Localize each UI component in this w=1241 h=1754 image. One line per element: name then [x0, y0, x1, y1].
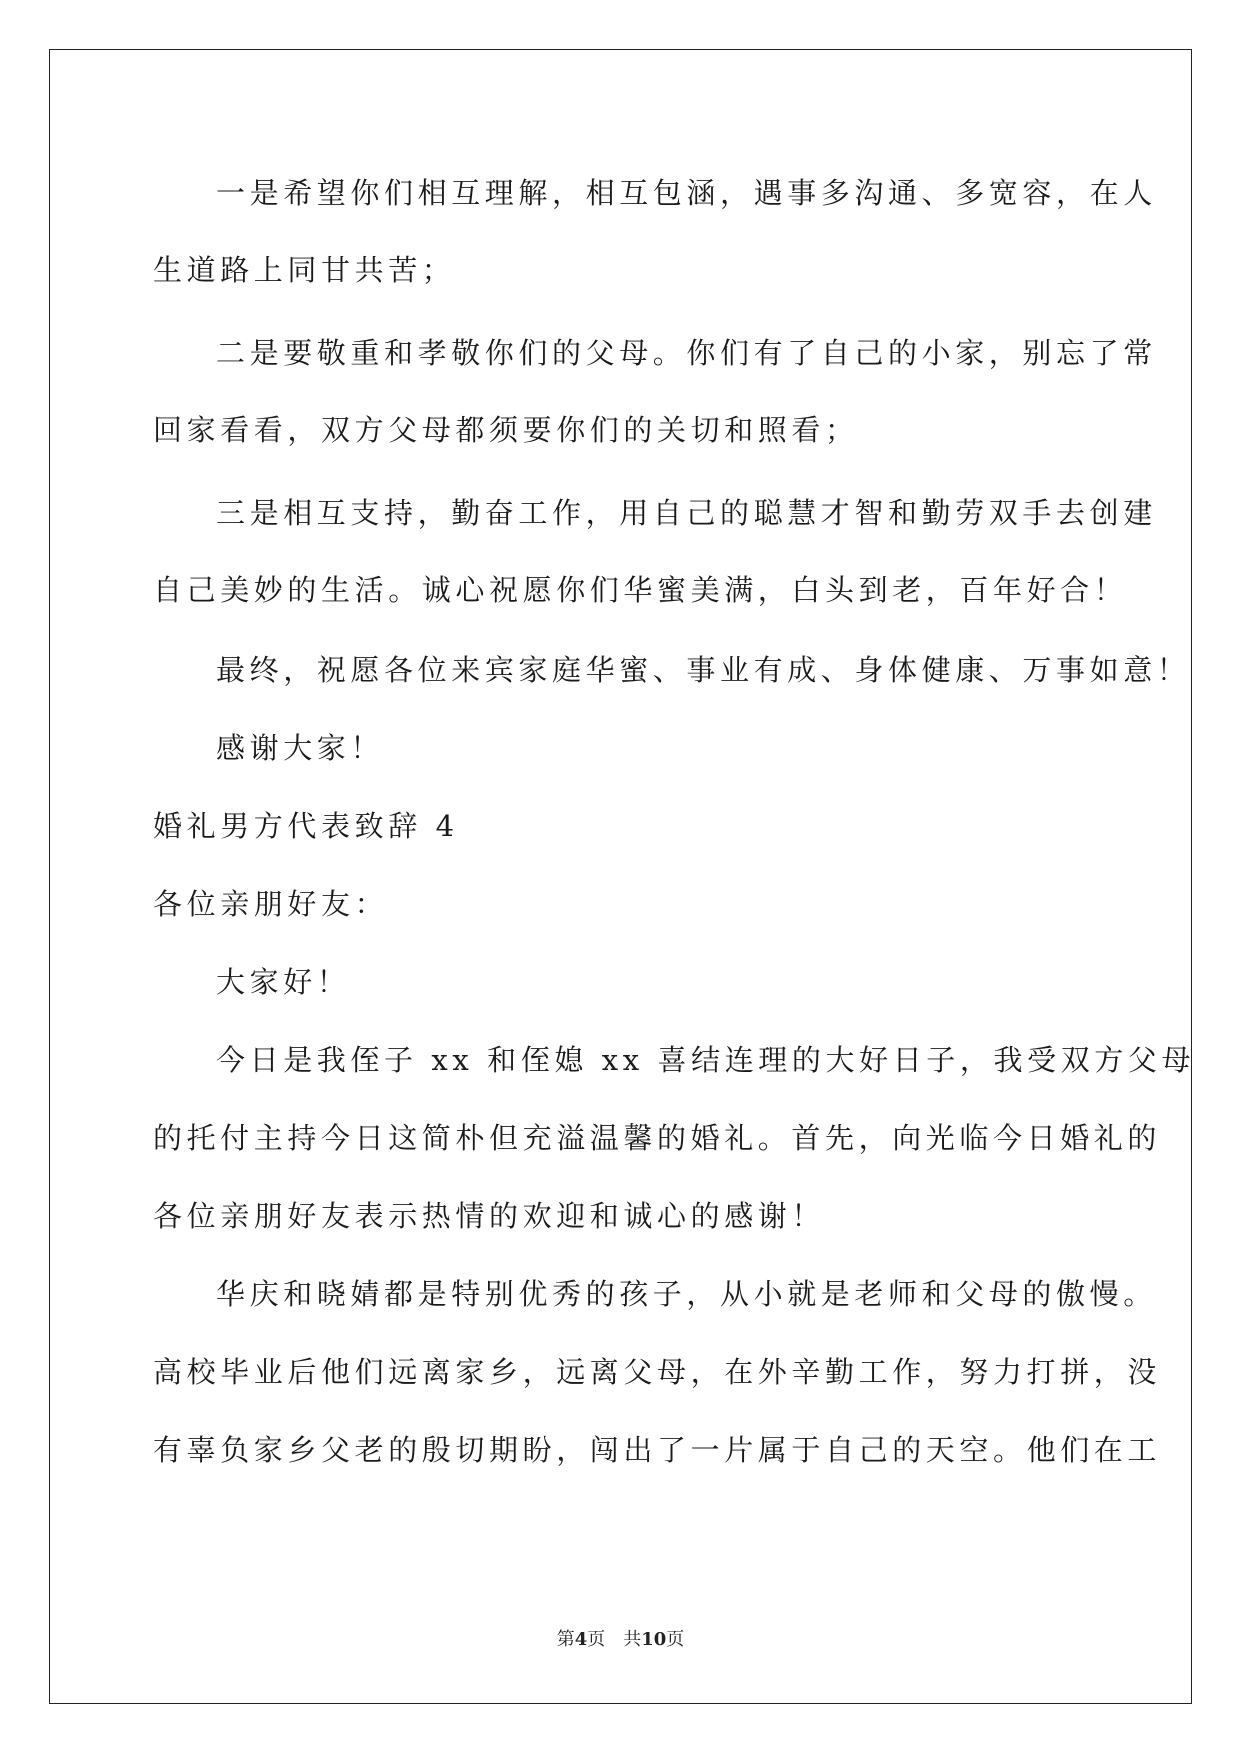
- paragraph-line: 回家看看，双方父母都须要你们的关切和照看；: [153, 413, 859, 447]
- paragraph-line: 今日是我侄子 xx 和侄媳 xx 喜结连理的大好日子，我受双方父母: [216, 1043, 1196, 1077]
- footer-total-suffix: 页: [666, 1629, 685, 1650]
- paragraph-line: 感谢大家！: [216, 731, 385, 765]
- paragraph-line: 自己美妙的生活。诚心祝愿你们华蜜美满，白头到老，百年好合！: [153, 573, 1128, 607]
- paragraph-line: 华庆和晓婧都是特别优秀的孩子，从小就是老师和父母的傲慢。: [216, 1277, 1157, 1311]
- paragraph-line: 各位亲朋好友表示热情的欢迎和诚心的感谢！: [153, 1199, 826, 1233]
- paragraph-line: 三是相互支持，勤奋工作，用自己的聪慧才智和勤劳双手去创建: [216, 496, 1157, 530]
- salutation: 各位亲朋好友：: [153, 887, 389, 921]
- paragraph-line: 的托付主持今日这简朴但充溢温馨的婚礼。首先，向光临今日婚礼的: [153, 1121, 1162, 1155]
- paragraph-line: 生道路上同甘共苦；: [153, 253, 456, 287]
- paragraph-line: 高校毕业后他们远离家乡，远离父母，在外辛勤工作，努力打拼，没: [153, 1355, 1162, 1389]
- footer-page-prefix: 第: [556, 1629, 575, 1650]
- section-heading: 婚礼男方代表致辞 4: [153, 809, 459, 843]
- paragraph-line: 一是希望你们相互理解，相互包涵，遇事多沟通、多宽容，在人: [216, 176, 1157, 210]
- footer-total-pages: 10: [641, 1629, 667, 1650]
- footer-total-prefix: 共: [623, 1629, 642, 1650]
- footer-page-number: 4: [574, 1629, 588, 1650]
- greeting: 大家好！: [216, 965, 351, 999]
- page-footer: [0, 1628, 1241, 1652]
- paragraph-line: 二是要敬重和孝敬你们的父母。你们有了自己的小家，别忘了常: [216, 336, 1157, 370]
- paragraph-line: 最终，祝愿各位来宾家庭华蜜、事业有成、身体健康、万事如意！: [216, 653, 1191, 687]
- footer-page-suffix: 页: [587, 1629, 606, 1650]
- paragraph-line: 有辜负家乡父老的殷切期盼，闯出了一片属于自己的天空。他们在工: [153, 1433, 1162, 1467]
